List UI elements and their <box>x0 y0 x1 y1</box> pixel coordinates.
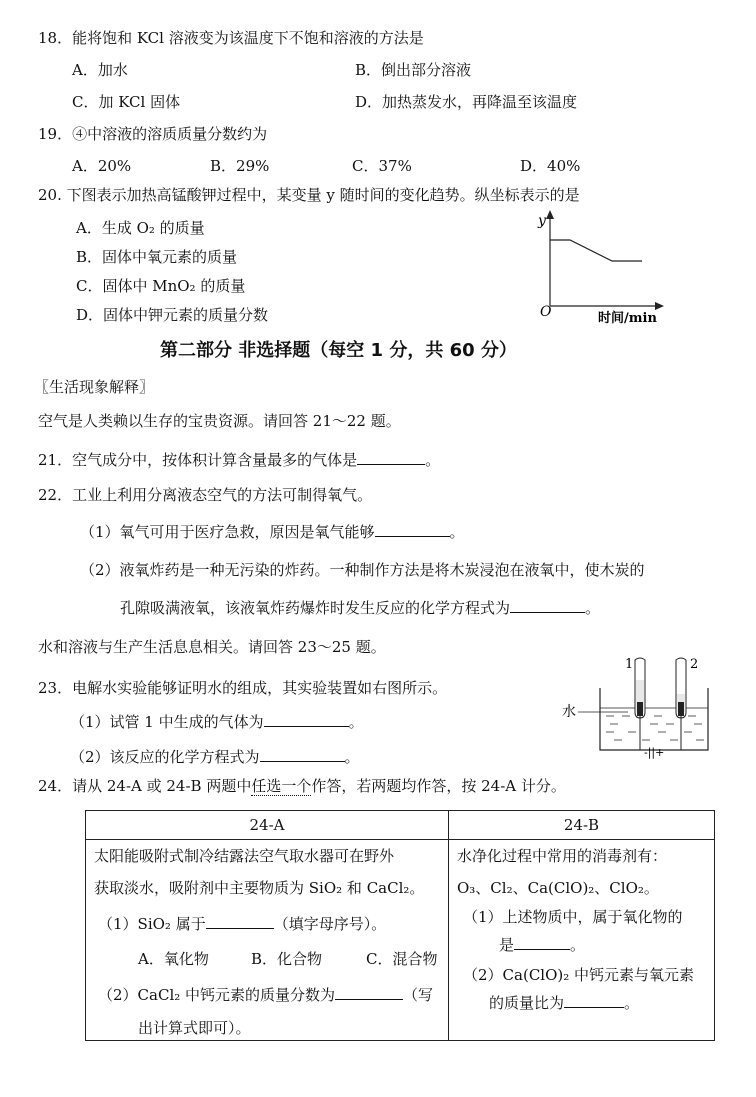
q23-part1-text: （1）试管 1 中生成的气体为 <box>70 713 264 731</box>
q23-part2 <box>70 747 360 767</box>
q20-curve <box>550 240 642 261</box>
q20-option-d: D．固体中钾元素的质量分数 <box>76 306 269 324</box>
q24-a-part1-hint: （填字母序号）。 <box>273 915 387 933</box>
q22-part2-blank[interactable] <box>510 598 585 613</box>
q24-stem <box>38 776 566 796</box>
q24-a-option-b: B．化合物 <box>251 950 323 968</box>
q22-part1-end: 。 <box>449 523 465 541</box>
q22-part1-blank[interactable] <box>375 522 450 537</box>
q18-option-b: B．倒出部分溶液 <box>355 61 472 79</box>
q24-b-line1: 水净化过程中常用的消毒剂有： <box>457 847 668 865</box>
q24-b-line3: （1）上述物质中，属于氧化物的 <box>463 908 683 926</box>
q24-b-line5: （2）Ca(ClO)₂ 中钙元素与氧元素 <box>463 966 695 984</box>
q24-header-a: 24-A <box>86 811 449 840</box>
q20-graph <box>530 208 670 326</box>
q20-stem: 20. 下图表示加热高锰酸钾过程中，某变量 y 随时间的变化趋势。纵坐标表示的是 <box>38 186 580 204</box>
q23-part2-blank[interactable] <box>260 747 345 762</box>
q23-electrolysis-diagram <box>558 650 720 762</box>
q24-a-line2: 获取淡水，吸附剂中主要物质为 SiO₂ 和 CaCl₂。 <box>94 879 425 897</box>
q21-end: 。 <box>425 451 441 469</box>
q24-stem-emphasis: 任选一个 <box>251 777 312 795</box>
q24-b-line6 <box>489 993 639 1013</box>
q23-stem: 23．电解水实验能够证明水的组成，其实验装置如右图所示。 <box>38 679 448 697</box>
q24-col-b <box>449 840 714 1040</box>
q22-part1 <box>80 522 465 542</box>
q20-option-b: B．固体中氧元素的质量 <box>76 248 238 266</box>
q24-a-part2-blank[interactable] <box>335 985 403 1000</box>
q20-origin-label: O <box>540 304 552 320</box>
section-label: 〖生活现象解释〗 <box>34 378 155 396</box>
q24-a-option-c: C．混合物 <box>366 950 438 968</box>
q18-option-c: C．加 KCl 固体 <box>72 93 181 111</box>
q23-part1-end: 。 <box>348 713 364 731</box>
q23-water-label: 水 <box>562 704 576 720</box>
q24-a-line1: 太阳能吸附式制冷结露法空气取水器可在野外 <box>94 847 395 865</box>
q24-col-a <box>86 840 448 1040</box>
q24-a-part2-hint: （写 <box>403 986 434 1004</box>
q24-stem-a: 24．请从 24-A 或 24-B 两题中 <box>38 777 252 795</box>
q23-part2-end: 。 <box>344 748 360 766</box>
q24-b-line2: O₃、Cl₂、Ca(ClO)₂、ClO₂。 <box>457 879 659 897</box>
q23-part1-blank[interactable] <box>264 712 349 727</box>
q22-part2-line1: （2）液氧炸药是一种无污染的炸药。一种制作方法是将木炭浸泡在液氧中，使木炭的 <box>80 561 645 579</box>
q24-header-b: 24-B <box>449 811 715 840</box>
part2-title: 第二部分 非选择题（每空 1 分，共 60 分） <box>160 340 517 361</box>
q24-a-line5 <box>98 985 433 1005</box>
q18-stem: 18．能将饱和 KCl 溶液变为该温度下不饱和溶液的方法是 <box>38 29 424 47</box>
q23-part1 <box>70 712 364 732</box>
q24-a-option-a: A．氧化物 <box>138 950 209 968</box>
q21-stem: 21．空气成分中，按体积计算含量最多的气体是 <box>38 451 358 469</box>
q24-b-part1-blank[interactable] <box>514 935 570 950</box>
q24-table <box>85 810 715 1041</box>
q23-battery: -||+ <box>644 746 665 759</box>
q19-option-a: A．20% <box>72 157 132 175</box>
q18-option-a: A．加水 <box>72 61 128 79</box>
q24-b-part1-text: 是 <box>499 936 515 954</box>
q18-option-d: D．加热蒸发水，再降温至该温度 <box>355 93 578 111</box>
q24-a-part1-text: （1）SiO₂ 属于 <box>98 915 206 933</box>
q20-option-c: C．固体中 MnO₂ 的质量 <box>76 277 246 295</box>
q24-stem-b: 作答，若两题均作答，按 24-A 计分。 <box>311 777 566 795</box>
q24-a-part2-text: （2）CaCl₂ 中钙元素的质量分数为 <box>98 986 336 1004</box>
q21-answer-blank[interactable] <box>357 450 425 465</box>
intro-23-25: 水和溶液与生产生活息息相关。请回答 23～25 题。 <box>38 638 386 656</box>
q24-a-part1-blank[interactable] <box>206 914 274 929</box>
q24-b-line4 <box>499 935 585 955</box>
q24-b-part2-text: 的质量比为 <box>489 994 565 1012</box>
q20-x-label: 时间/min <box>598 311 657 326</box>
q23-part2-text: （2）该反应的化学方程式为 <box>70 748 260 766</box>
q19-stem: 19．④中溶液的溶质质量分数约为 <box>38 125 268 143</box>
q24-b-part1-end: 。 <box>570 936 586 954</box>
q24-b-part2-blank[interactable] <box>564 993 624 1008</box>
q20-option-a: A．生成 O₂ 的质量 <box>76 219 205 237</box>
q22-part1-text: （1）氧气可用于医疗急救，原因是氧气能够 <box>80 523 375 541</box>
q20-y-label: y <box>538 213 546 229</box>
q23-tube1-label: 1 <box>625 657 634 672</box>
q22-part2-end: 。 <box>585 599 601 617</box>
q19-option-d: D．40% <box>520 157 581 175</box>
q24-b-part2-end: 。 <box>624 994 640 1012</box>
q22-part2-line2 <box>120 598 600 618</box>
q19-option-c: C．37% <box>352 157 412 175</box>
intro-21-22: 空气是人类赖以生存的宝贵资源。请回答 21～22 题。 <box>38 412 401 430</box>
q22-part2-text: 孔隙吸满液氧，该液氧炸药爆炸时发生反应的化学方程式为 <box>120 599 511 617</box>
q24-a-line6: 出计算式即可）。 <box>138 1019 251 1037</box>
q19-option-b: B．29% <box>210 157 270 175</box>
q21 <box>38 450 440 470</box>
q22-stem: 22．工业上利用分离液态空气的方法可制得氧气。 <box>38 486 373 504</box>
q23-tube2-label: 2 <box>690 657 699 672</box>
q24-a-line3 <box>98 914 386 934</box>
